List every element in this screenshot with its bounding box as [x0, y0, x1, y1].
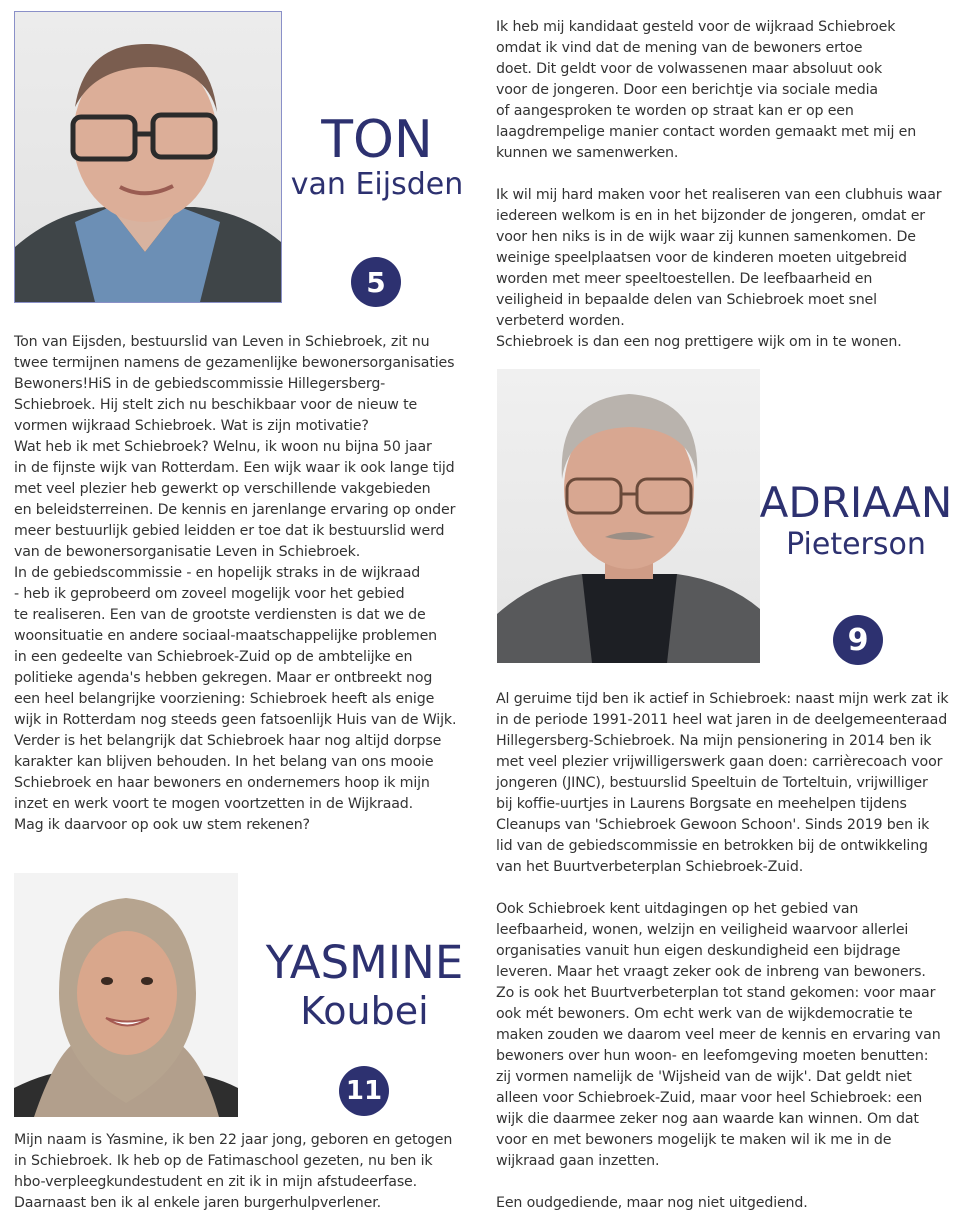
bio-ton-line: wijk in Rotterdam nog steeds geen fatsoenlijk Huis van de Wijk.: [14, 712, 457, 728]
bio-yasmine-continued-line: omdat ik vind dat de mening van de bewoners ertoe: [496, 40, 863, 56]
portrait-yasmine-illustration: [14, 873, 238, 1117]
name-last-yasmine: Koubei: [300, 989, 429, 1033]
bio-ton-line: te realiseren. Een van de grootste verdiensten is dat we de: [14, 607, 426, 623]
bio-yasmine-line: hbo-verpleegkundestudent en zit ik in mijn afstudeerfase.: [14, 1174, 417, 1190]
badge-number-adriaan: [833, 615, 883, 665]
bio-ton-line: met veel plezier heb gewerkt op verschillende vakgebieden: [14, 481, 431, 497]
bio-yasmine-continued-line: iedereen welkom is en in het bijzonder de jongeren, omdat er: [496, 208, 925, 224]
bio-yasmine-line: Mijn naam is Yasmine, ik ben 22 jaar jong, geboren en getogen: [14, 1132, 453, 1148]
name-last-adriaan: Pieterson: [786, 527, 926, 562]
bio-adriaan-line: wijk die daarmee zeker nog aan waarde kan winnen. Om dat: [496, 1111, 919, 1127]
bio-adriaan-line: Zo is ook het Buurtverbeterplan tot stand gekomen: voor maar: [496, 985, 936, 1001]
bio-yasmine-continued-line: Ik heb mij kandidaat gesteld voor de wijkraad Schiebroek: [496, 19, 896, 35]
bio-adriaan-line: leveren. Maar het vraagt zeker ook de inbreng van bewoners.: [496, 964, 926, 980]
bio-yasmine-continued-line: laagdrempelige manier contact worden gemaakt met mij en: [496, 124, 917, 140]
bio-ton-line: en beleidsterreinen. De kennis en jarenlange ervaring op onder: [14, 502, 456, 518]
bio-ton-line: in de fijnste wijk van Rotterdam. Een wijk waar ik ook lange tijd: [14, 460, 455, 476]
bio-ton-line: meer bestuurlijk gebied leidden er toe dat ik bestuurslid werd: [14, 523, 445, 539]
bio-ton-line: Ton van Eijsden, bestuurslid van Leven in Schiebroek, zit nu: [14, 334, 430, 350]
bio-yasmine-continued-line: kunnen we samenwerken.: [496, 145, 679, 161]
bio-ton-line: een heel belangrijke voorziening: Schiebroek heeft als enige: [14, 691, 435, 707]
bio-adriaan-blank: [496, 1172, 961, 1193]
badge-number-adriaan-text: 9: [847, 622, 869, 658]
bio-yasmine-continued: [496, 17, 961, 353]
bio-yasmine: [14, 1130, 484, 1214]
name-first-ton: TON: [321, 110, 433, 170]
bio-adriaan-line: Hillegersberg-Schiebroek. Na mijn pensionering in 2014 ben ik: [496, 733, 932, 749]
bio-adriaan-line: voor en met bewoners mogelijk te maken wil ik me in de: [496, 1132, 892, 1148]
bio-ton-line: In de gebiedscommissie - en hopelijk straks in de wijkraad: [14, 565, 421, 581]
bio-ton-line: in een gedeelte van Schiebroek-Zuid op de ambtelijke en: [14, 649, 413, 665]
bio-ton-line: van de bewonersorganisatie Leven in Schiebroek.: [14, 544, 361, 560]
bio-ton-line: Schiebroek en haar bewoners en ondernemers hoop ik mijn: [14, 775, 430, 791]
bio-adriaan-line: alleen voor Schiebroek-Zuid, maar voor heel Schiebroek: een: [496, 1090, 923, 1106]
bio-yasmine-continued-line: verbeterd worden.: [496, 313, 625, 329]
bio-ton-line: vormen wijkraad Schiebroek. Wat is zijn motivatie?: [14, 418, 369, 434]
bio-adriaan-line: wijkraad gaan inzetten.: [496, 1153, 660, 1169]
photo-ton: [14, 11, 282, 303]
bio-yasmine-continued-line: doet. Dit geldt voor de volwassenen maar absoluut ook: [496, 61, 883, 77]
bio-adriaan-line: zij vormen namelijk de 'Wijsheid van de wijk'. Dat geldt niet: [496, 1069, 912, 1085]
bio-adriaan-line: jongeren (JINC), bestuurslid Speeltuin de Torteltuin, vrijwilliger: [496, 775, 928, 791]
bio-adriaan-line: Een oudgediende, maar nog niet uitgediend.: [496, 1195, 808, 1211]
bio-yasmine-continued-line: Schiebroek is dan een nog prettigere wijk om in te wonen.: [496, 334, 902, 350]
bio-adriaan-line: in de periode 1991-2011 heel wat jaren in de deelgemeenteraad: [496, 712, 948, 728]
bio-adriaan-line: Ook Schiebroek kent uitdagingen op het gebied van: [496, 901, 859, 917]
portrait-ton-illustration: [15, 12, 281, 302]
bio-ton: [14, 332, 484, 836]
bio-ton-line: karakter kan blijven behouden. In het belang van ons mooie: [14, 754, 434, 770]
badge-number-yasmine-text: 11: [345, 1076, 383, 1106]
bio-ton-line: woonsituatie en andere sociaal-maatschappelijke problemen: [14, 628, 437, 644]
photo-adriaan: [497, 369, 760, 663]
bio-adriaan-line: bewoners over hun woon- en leefomgeving moeten benutten:: [496, 1048, 929, 1064]
bio-adriaan-line: Cleanups van 'Schiebroek Gewoon Schoon'. Sinds 2019 ben ik: [496, 817, 930, 833]
bio-yasmine-line: Daarnaast ben ik al enkele jaren burgerhulpverlener.: [14, 1195, 381, 1211]
name-first-adriaan: ADRIAAN: [759, 478, 953, 527]
bio-adriaan-line: met veel plezier vrijwilligerswerk gaan doen: carrièrecoach voor: [496, 754, 943, 770]
bio-adriaan-line: ook mét bewoners. Om echt werk van de wijkdemocratie te: [496, 1006, 913, 1022]
bio-adriaan-line: maken zouden we daarom veel meer de kennis en ervaring van: [496, 1027, 941, 1043]
bio-yasmine-continued-line: worden met meer speeltoestellen. De leefbaarheid en: [496, 271, 873, 287]
bio-yasmine-line: in Schiebroek. Ik heb op de Fatimaschool gezeten, nu ben ik: [14, 1153, 433, 1169]
bio-yasmine-continued-line: Ik wil mij hard maken voor het realiseren van een clubhuis waar: [496, 187, 942, 203]
bio-adriaan-blank: [496, 878, 961, 899]
name-last-ton: van Eijsden: [290, 167, 464, 202]
photo-yasmine: [14, 873, 238, 1117]
bio-adriaan-line: van het Buurtverbeterplan Schiebroek-Zuid.: [496, 859, 804, 875]
bio-adriaan-line: organisaties vanuit hun eigen deskundigheid een bijdrage: [496, 943, 901, 959]
bio-ton-line: - heb ik geprobeerd om zoveel mogelijk voor het gebied: [14, 586, 405, 602]
bio-adriaan: [496, 689, 961, 1214]
bio-ton-line: Mag ik daarvoor op ook uw stem rekenen?: [14, 817, 310, 833]
bio-ton-line: inzet en werk voort te mogen voortzetten in de Wijkraad.: [14, 796, 414, 812]
name-first-yasmine: YASMINE: [265, 936, 464, 989]
bio-ton-line: twee termijnen namens de gezamenlijke bewonersorganisaties: [14, 355, 455, 371]
bio-adriaan-line: Al geruime tijd ben ik actief in Schiebroek: naast mijn werk zat ik: [496, 691, 949, 707]
bio-ton-line: Verder is het belangrijk dat Schiebroek haar nog altijd dorpse: [14, 733, 442, 749]
portrait-adriaan-illustration: [497, 369, 760, 663]
bio-adriaan-line: lid van de gebiedscommissie en betrokken bij de ontwikkeling: [496, 838, 928, 854]
bio-adriaan-line: leefbaarheid, wonen, welzijn en veiligheid waarvoor allerlei: [496, 922, 909, 938]
bio-ton-line: Wat heb ik met Schiebroek? Welnu, ik woon nu bijna 50 jaar: [14, 439, 432, 455]
bio-yasmine-continued-blank: [496, 164, 961, 185]
bio-yasmine-continued-line: veiligheid in bepaalde delen van Schiebroek moet snel: [496, 292, 877, 308]
badge-number-yasmine: [339, 1066, 389, 1116]
badge-number-ton: [351, 257, 401, 307]
bio-adriaan-line: bij koffie-uurtjes in Laurens Borgsate en meehelpen tijdens: [496, 796, 907, 812]
badge-number-ton-text: 5: [366, 265, 386, 299]
bio-yasmine-continued-line: weinige speelplaatsen voor de kinderen moeten uitgebreid: [496, 250, 907, 266]
bio-yasmine-continued-line: of aangesproken te worden op straat kan er op een: [496, 103, 854, 119]
bio-ton-line: Schiebroek. Hij stelt zich nu beschikbaar voor de nieuw te: [14, 397, 418, 413]
bio-yasmine-continued-line: voor de jongeren. Door een berichtje via sociale media: [496, 82, 878, 98]
bio-ton-line: Bewoners!HiS in de gebiedscommissie Hillegersberg-: [14, 376, 386, 392]
bio-yasmine-continued-line: voor hen niks is in de wijk waar zij kunnen samenkomen. De: [496, 229, 916, 245]
bio-ton-line: politieke agenda's hebben gekregen. Maar er ontbreekt nog: [14, 670, 433, 686]
